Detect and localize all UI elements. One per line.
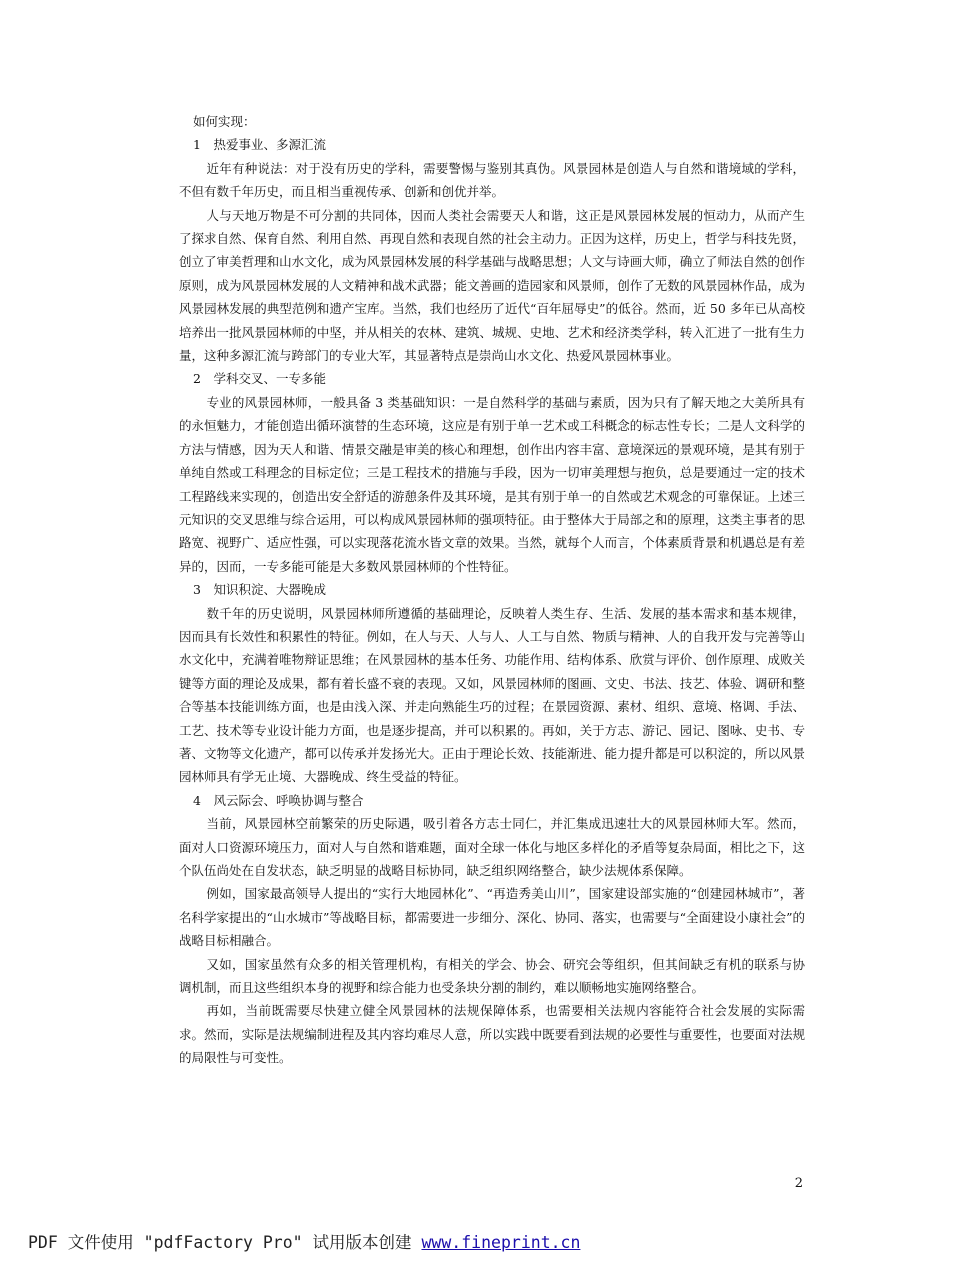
paragraph: 再如，当前既需要尽快建立健全风景园林的法规保障体系，也需要相关法规内容能符合社会发展的实际需求。然而，实际是法规编制进程及其内容均难尽人意，所以实践中既要看到法规的必要性与重要性，也要面对法规的局限性与可变性。 <box>179 1003 805 1066</box>
section-heading: 1 热爱事业、多源汇流 <box>193 137 326 153</box>
paragraph: 专业的风景园林师，一般具备 3 类基础知识：一是自然科学的基础与素质，因为只有了解天地之大美所具有的永恒魅力，才能创造出循环演替的生态环境，这应是有别于单一艺术或工科概念的标志性专长；二是人文科学的方法与情感，因为天人和谐、情景交融是审美的核心和理想，创作出内容丰富、意境深远的景观环境，是其有别于单纯自然或工科理念的目标定位；三是工程技术的措施与手段，因为一切审美理想与抱负，总是要通过一定的技术工程路线来实现的，创造出安全舒适的游憩条件及其环境，是其有别于单一的自然或艺术观念的可靠保证。上述三元知识的交叉思维与综合运用，可以构成风景园林师的强项特征。由于整体大于局部之和的原理，这类主事者的思路宽、视野广、适应性强，可以实现落花流水皆文章的效果。当然，就每个人而言，个体素质背景和机遇总是有差异的，因而，一专多能可能是大多数风景园林师的个性特征。 <box>179 394 805 574</box>
section-3 <box>179 578 805 789</box>
pdf-footer <box>28 1229 580 1253</box>
section-2 <box>179 367 805 578</box>
section-4 <box>179 789 805 1070</box>
footer-link[interactable]: www.fineprint.cn <box>421 1233 581 1252</box>
paragraph: 当前，风景园林空前繁荣的历史际遇，吸引着各方志士同仁，并汇集成迅速壮大的风景园林师大军。然而，面对人口资源环境压力，面对人与自然和谐难题，面对全球一体化与地区多样化的矛盾等复杂局面，相比之下，这个队伍尚处在自发状态，缺乏明显的战略目标协同，缺乏组织网络整合，缺少法规体系保障。 <box>179 816 805 878</box>
section-1 <box>179 133 805 367</box>
document-body <box>179 110 805 1070</box>
intro-line: 如何实现： <box>193 114 256 129</box>
footer-text: PDF 文件使用 "pdfFactory Pro" 试用版本创建 <box>28 1233 422 1252</box>
paragraph: 例如，国家最高领导人提出的“实行大地园林化”、“再造秀美山川”，国家建设部实施的“创建园林城市”，著名科学家提出的“山水城市”等战略目标，都需要进一步细分、深化、协同、落实，也需要与“全面建设小康社会”的战略目标相融合。 <box>179 886 805 949</box>
page-number: 2 <box>794 1176 803 1191</box>
paragraph: 人与天地万物是不可分割的共同体，因而人类社会需要天人和谐，这正是风景园林发展的恒动力，从而产生了探求自然、保育自然、利用自然、再现自然和表现自然的社会主动力。正因为这样，历史上，哲学与科技先贤，创立了审美哲理和山水文化，成为风景园林发展的科学基础与战略思想；人文与诗画大师，确立了师法自然的创作原则，成为风景园林发展的人文精神和战术武器；能文善画的造园家和风景师，创作了无数的风景园林作品，成为风景园林发展的典型范例和遗产宝库。当然，我们也经历了近代“百年屈辱史”的低谷。然而，近 50 多年已从高校培养出一批风景园林师的中坚，并从相关的农林、建筑、城规、史地、艺术和经济类学科，转入汇进了一批有生力量，这种多源汇流与跨部门的专业大军，其显著特点是崇尚山水文化、热爱风景园林事业。 <box>179 207 805 364</box>
paragraph: 数千年的历史说明，风景园林师所遵循的基础理论，反映着人类生存、生活、发展的基本需求和基本规律，因而具有长效性和积累性的特征。例如，在人与天、人与人、人工与自然、物质与精神、人的自我开发与完善等山水文化中，充满着唯物辩证思维；在风景园林的基本任务、功能作用、结构体系、欣赏与评价、创作原理、成败关键等方面的理论及成果，都有着长盛不衰的表现。又如，风景园林师的图画、文史、书法、技艺、体验、调研和整合等基本技能训练方面，也是由浅入深、并走向熟能生巧的过程；在景园资源、素材、组织、意境、格调、手法、工艺、技术等专业设计能力方面，也是逐步提高，并可以积累的。再如，关于方志、游记、园记、图咏、史书、专著、文物等文化遗产，都可以传承并发扬光大。正由于理论长效、技能渐进、能力提升都是可以积淀的，所以风景园林师具有学无止境、大器晚成、终生受益的特征。 <box>179 605 805 785</box>
section-heading: 3 知识积淀、大器晚成 <box>193 582 326 598</box>
paragraph: 又如，国家虽然有众多的相关管理机构，有相关的学会、协会、研究会等组织，但其间缺乏有机的联系与协调机制，而且这些组织本身的视野和综合能力也受条块分割的制约，难以顺畅地实施网络整合。 <box>179 956 805 996</box>
paragraph: 近年有种说法：对于没有历史的学科，需要警惕与鉴别其真伪。风景园林是创造人与自然和谐境域的学科，不但有数千年历史，而且相当重视传承、创新和创优并举。 <box>179 160 805 200</box>
section-heading: 2 学科交叉、一专多能 <box>193 371 326 387</box>
section-heading: 4 风云际会、呼唤协调与整合 <box>193 792 364 808</box>
